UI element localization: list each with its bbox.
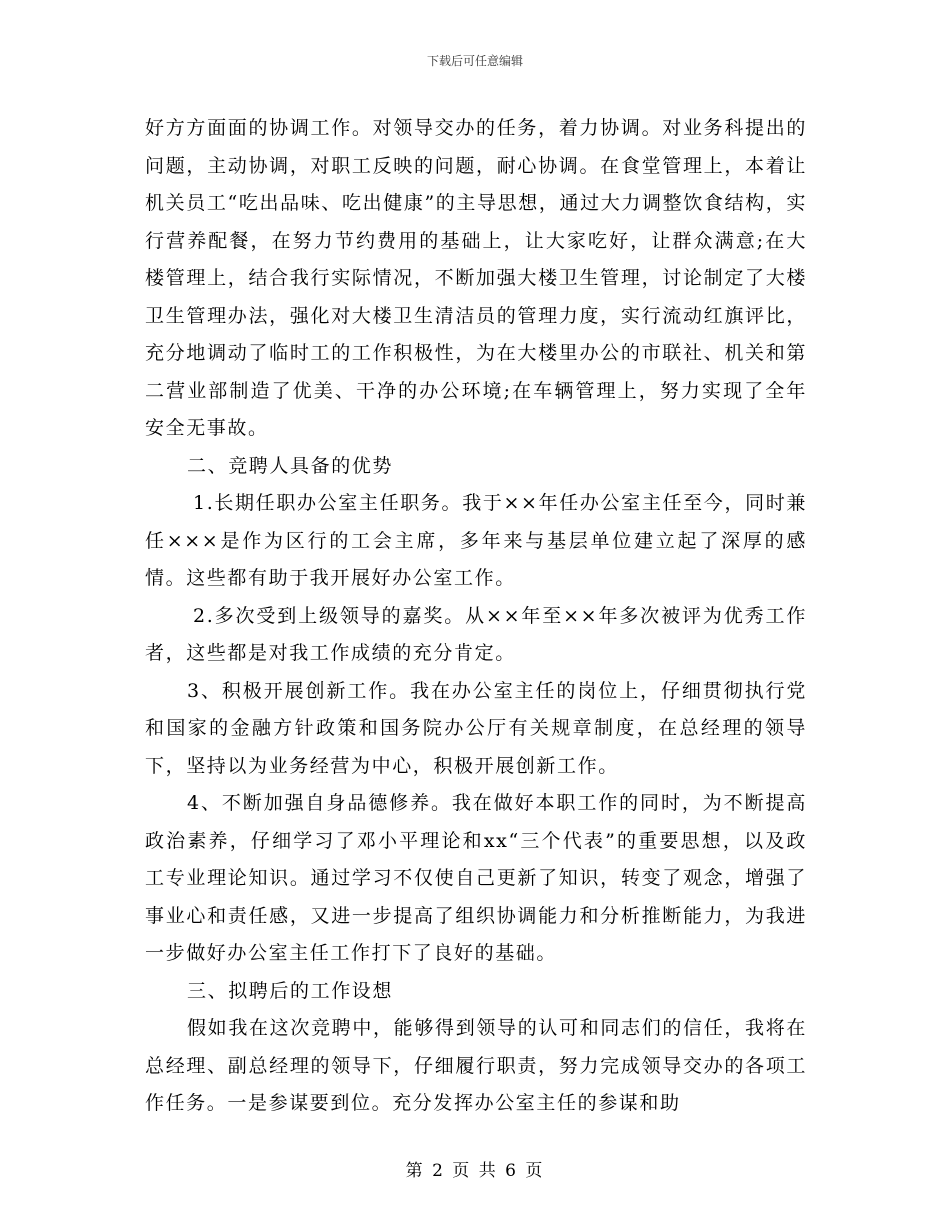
paragraph-advantage-3: 3、积极开展创新工作。我在办公室主任的岗位上，仔细贯彻执行党和国家的金融方针政策和国务院办公厅有关规章制度，在总经理的领导下，坚持以为业务经营为中心，积极开展创新工作。	[145, 679, 807, 777]
paragraph-advantage-4: 4、不断加强自身品德修养。我在做好本职工作的同时，为不断提高政治素养，仔细学习了邓小平理论和xx“三个代表”的重要思想，以及政工专业理论知识。通过学习不仅使自己更新了知识，转变了观念，增强了事业心和责任感，又进一步提高了组织协调能力和分析推断能力，为我进一步做好办公室主任工作打下了良好的基础。	[145, 792, 807, 964]
paragraph-advantage-1: 1.长期任职办公室主任职务。我于××年任办公室主任至今，同时兼任×××是作为区行的工会主席，多年来与基层单位建立起了深厚的感情。这些都有助于我开展好办公室工作。	[145, 492, 807, 589]
section-heading-plans: 三、拟聘后的工作设想	[187, 979, 394, 1002]
paragraph-coordination: 好方方面面的协调工作。对领导交办的任务，着力协调。对业务科提出的问题，主动协调，对职工反映的问题，耐心协调。在食堂管理上，本着让机关员工“吃出品味、吃出健康”的主导思想，通过大力调整饮食结构，实行营养配餐，在努力节约费用的基础上，让大家吃好，让群众满意;在大楼管理上，结合我行实际情况，不断加强大楼卫生管理，讨论制定了大楼卫生管理办法，强化对大楼卫生清洁员的管理力度，实行流动红旗评比，充分地调动了临时工的工作积极性，为在大楼里办公的市联社、机关和第二营业部制造了优美、干净的办公环境;在车辆管理上，努力实现了全年安全无事故。	[145, 117, 807, 439]
document-body	[145, 110, 807, 1123]
paragraph-advantage-2: 2.多次受到上级领导的嘉奖。从××年至××年多次被评为优秀工作者，这些都是对我工作成绩的充分肯定。	[145, 604, 807, 664]
page-footer: 第 2 页 共 6 页	[405, 1161, 545, 1181]
page-header: 下载后可任意编辑	[426, 54, 523, 68]
paragraph-plans: 假如我在这次竞聘中，能够得到领导的认可和同志们的信任，我将在总经理、副总经理的领导下，仔细履行职责，努力完成领导交办的各项工作任务。一是参谋要到位。充分发挥办公室主任的参谋和助	[145, 1017, 807, 1114]
section-heading-advantages: 二、竞聘人具备的优势	[187, 454, 394, 477]
